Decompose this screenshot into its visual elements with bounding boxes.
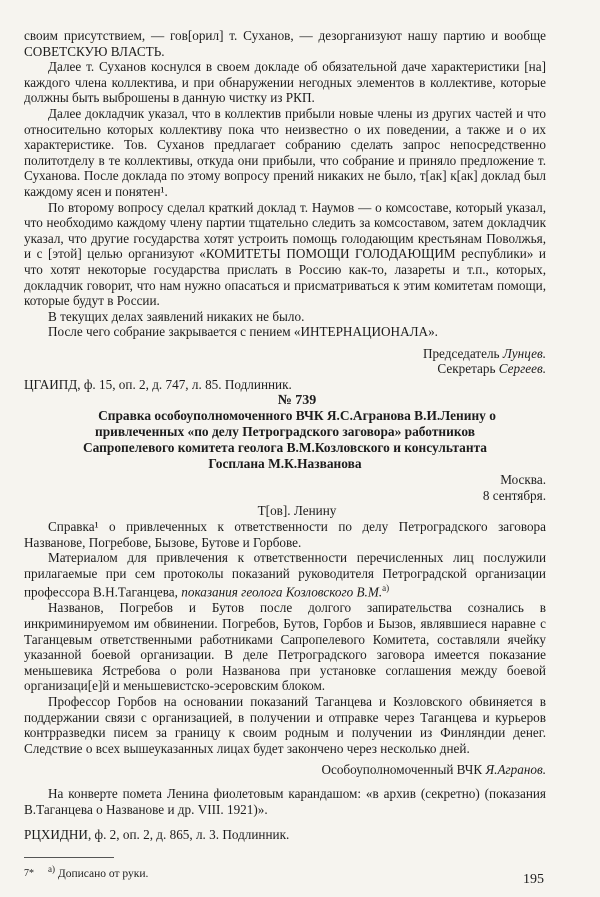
- paragraph: По второму вопросу сделал краткий доклад т. Наумов — о комсоставе, который указал, что необходимо каждому члену партии тщательно следить за комсоставом, затем докладчик указал, что другие государства хотят устроить помощь голодающим крестьянам Поволжья, и с [этой] целью организуют «КОМИТЕТЫ ПОМОЩИ ГОЛОДАЮЩИМ республики» и что хотят некоторые государства прислать в Россию как-то, лазареты и т.п., которых, докладчик говорит, что нам нужно опасаться и присматриваться к этим комитетам помощи, которые будут в России.: [24, 199, 546, 309]
- paragraph-with-insert: [24, 550, 546, 600]
- envelope-note: На конверте помета Ленина фиолетовым карандашом: «в архив (секретно) (показания В.Таганцева о Названове и др. VIII. 1921)».: [24, 785, 546, 817]
- archive-reference: ЦГАИПД, ф. 15, оп. 2, д. 747, л. 85. Подлинник.: [24, 377, 292, 393]
- chair-signature: [24, 346, 546, 362]
- signature-title: Особоуполномоченный ВЧК: [321, 762, 483, 778]
- sheet-mark: 7*: [24, 868, 34, 879]
- archive-reference: РЦХИДНИ, ф. 2, оп. 2, д. 865, л. 3. Подлинник.: [24, 827, 290, 843]
- document-title: Справка особоуполномоченного ВЧК Я.С.Агранова В.И.Ленину о привлеченных «по делу Петроградского заговора» работников Сапропелевого комитета геолога В.М.Козловского и консультанта Госплана М.К.Названова: [82, 408, 496, 472]
- footnote: [24, 862, 546, 882]
- document-body: [24, 28, 546, 882]
- signature-name: Я.Агранов.: [485, 762, 546, 778]
- footnote-mark: а): [48, 863, 55, 874]
- agranov-signature: [24, 762, 546, 778]
- date: 8 сентября.: [482, 487, 546, 503]
- footnote-text: Дописано от руки.: [57, 867, 149, 880]
- paragraph-text: Материалом для привлечения к ответственности перечисленных лиц послужили прилагаемые при сем протоколы показаний руководителя Петроградской организации профессора В.Н.Таганцева,: [24, 550, 546, 600]
- footnote-divider: [24, 857, 114, 858]
- document-number: № 739: [277, 392, 317, 408]
- paragraph: В текущих делах заявлений никаких не было.: [48, 308, 305, 324]
- handwritten-insert: показания геолога Козловского В.М.: [181, 584, 383, 600]
- paragraph: Далее докладчик указал, что в коллектив прибыли новые члены из других частей и что относительно которых коллективу пока что неизвестно о их поведении, а также и о их характеристике. Тов. Суханов предлагает собранию сделать запрос непосредственно политотделу в те коллективы, откуда они прибыли, что собрание и приняло предложение т. Суханова. После доклада по этому вопросу прений никаких не было, т[ак] к[ак] доклад был каждому ясен и понятен¹.: [24, 105, 546, 199]
- paragraph: Далее т. Суханов коснулся в своем докладе об обязательной даче характеристики [на] каждого члена коллектива, и при обнаружении негодных элементов в коллективе, которые должны быть выброшены в данную чистку из РКП.: [24, 59, 546, 106]
- chair-title: Председатель: [422, 345, 500, 361]
- paragraph: своим присутствием, — гов[орил] т. Суханов, — дезорганизуют нашу партию и вообще СОВЕТСКУЮ ВЛАСТЬ.: [24, 28, 546, 59]
- secretary-name: Сергеев.: [498, 361, 546, 377]
- page-number: 195: [523, 872, 544, 887]
- paragraph: Справка¹ о привлеченных к ответственности по делу Петроградского заговора Названове, Погребове, Бызове, Бутове и Горбове.: [24, 519, 546, 550]
- insert-mark: a): [382, 583, 390, 594]
- paragraph: После чего собрание закрывается с пением «ИНТЕРНАЦИОНАЛА».: [48, 324, 438, 340]
- address-line: Т[ов]. Ленину: [257, 503, 337, 519]
- paragraph: Названов, Погребов и Бутов после долгого запирательства сознались в инкриминируемом им обвинении. Погребов, Бутов, Горбов и Бызов, являвшиеся наравне с Таганцевым ответственными работниками Сапропелевого Комитета, составляли ячейку указанной боевой организации. В деле Петроградского заговора имеется показание меньшевика Ястребова о роли Названова при установке соглашения между боевой организаци[е]й и меньшевистско-эсеровским блоком.: [24, 600, 546, 694]
- paragraph: Профессор Горбов на основании показаний Таганцева и Козловского обвиняется в поддержании связи с организацией, в получении и отправке через Таганцева и курьеров контрразведки писем за границу к своим родным и получении из Финляндии денег. Следствие о всех вышеуказанных лицах будет закончено через несколько дней.: [24, 693, 546, 756]
- place: Москва.: [500, 472, 546, 488]
- secretary-title: Секретарь: [437, 361, 496, 377]
- chair-name: Лунцев.: [502, 345, 546, 361]
- secretary-signature: [24, 361, 546, 377]
